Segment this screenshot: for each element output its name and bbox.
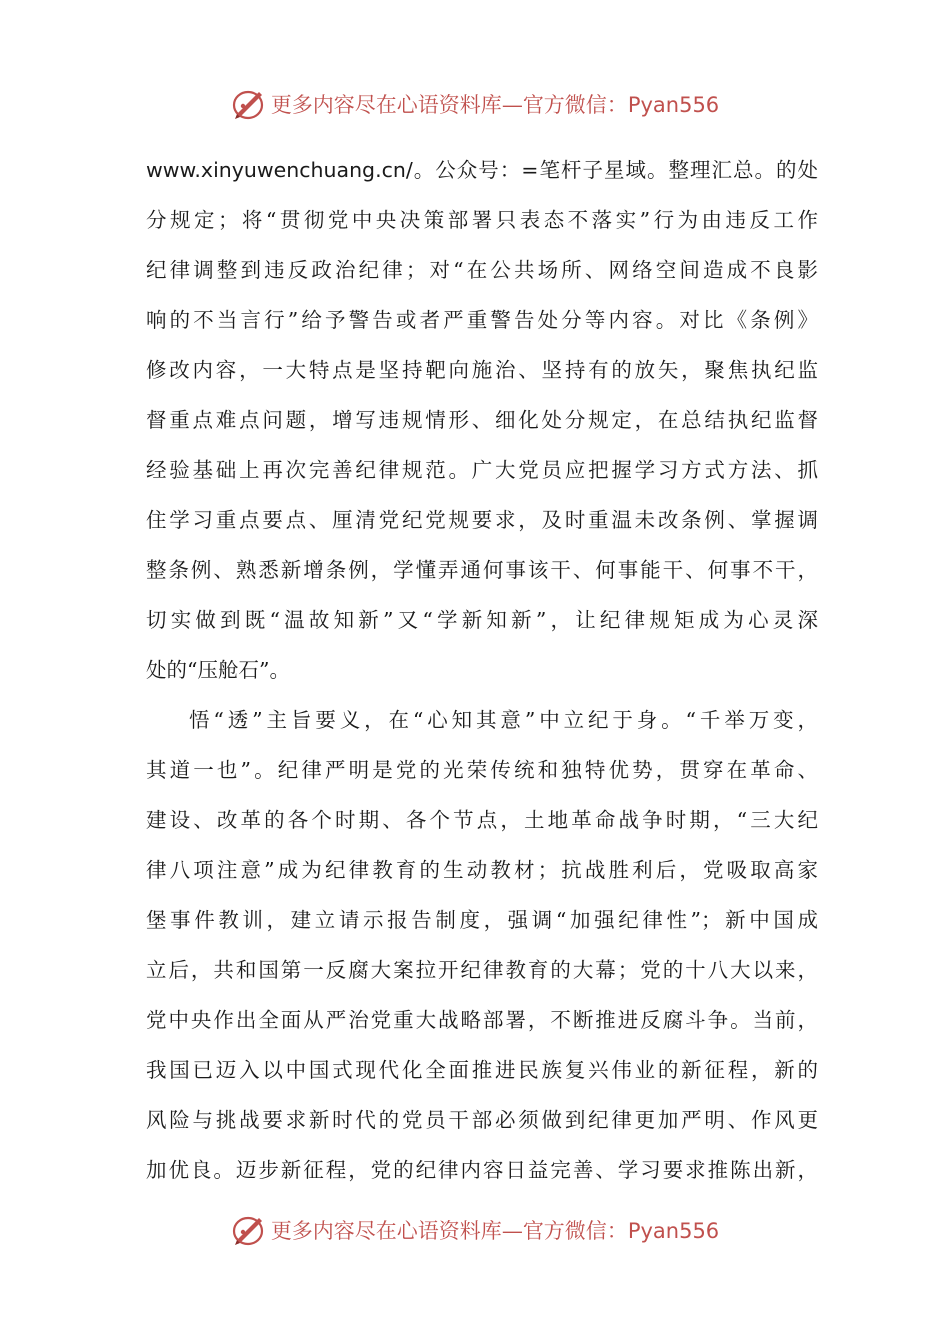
text-line: 处的“压舱石”。 xyxy=(146,658,290,682)
text-line: 纪律调整到违反政治纪律；对“在公共场所、网络空间造成不良影 xyxy=(146,258,818,282)
watermark-dash: — xyxy=(501,93,523,117)
text-line: 风险与挑战要求新时代的党员干部必须做到纪律更加严明、作风更 xyxy=(146,1108,818,1132)
text-line: 立后，共和国第一反腐大案拉开纪律教育的大幕；党的十八大以来， xyxy=(146,958,818,982)
document-body xyxy=(146,145,818,1195)
text-line: 督重点难点问题，增写违规情形、细化处分规定，在总结执纪监督 xyxy=(146,408,818,432)
watermark-wechat-id: Pyan556 xyxy=(627,1219,720,1243)
text-fragment: 。公众号：=笔杆子星域。整理汇总。的处 xyxy=(412,158,818,182)
text-line: 党中央作出全面从严治党重大战略部署，不断推进反腐斗争。当前， xyxy=(146,1008,818,1032)
text-line: 其道一也”。纪律严明是党的光荣传统和独特优势，贯穿在革命、 xyxy=(146,758,818,782)
watermark-wechat-id: Pyan556 xyxy=(627,93,720,117)
text-line: 加优良。迈步新征程，党的纪律内容日益完善、学习要求推陈出新， xyxy=(146,1158,818,1182)
text-line: 堡事件教训，建立请示报告制度，强调“加强纪律性”；新中国成 xyxy=(146,908,818,932)
text-line: 我国已迈入以中国式现代化全面推进民族复兴伟业的新征程，新的 xyxy=(146,1058,818,1082)
watermark-main: 更多内容尽在心语资料库 xyxy=(270,1219,502,1243)
text-line: 修改内容，一大特点是坚持靶向施治、坚持有的放矢，聚焦执纪监 xyxy=(146,358,818,382)
footer-watermark xyxy=(0,1210,950,1250)
text-line: 分规定；将“贯彻党中央决策部署只表态不落实”行为由违反工作 xyxy=(146,208,818,232)
watermark-official: 官方微信： xyxy=(522,1219,628,1243)
text-line: 建设、改革的各个时期、各个节点，土地革命战争时期，“三大纪 xyxy=(146,808,818,832)
text-line: 响的不当言行”给予警告或者严重警告处分等内容。对比《条例》 xyxy=(146,308,818,332)
text-line: 悟“透”主旨要义，在“心知其意”中立纪于身。“千举万变， xyxy=(189,708,818,732)
website-url: www.xinyuwenchuang.cn/ xyxy=(146,158,413,182)
watermark-official: 官方微信： xyxy=(522,93,628,117)
watermark-text xyxy=(271,1215,719,1245)
watermark-main: 更多内容尽在心语资料库 xyxy=(270,93,502,117)
text-line: 住学习重点要点、厘清党纪党规要求，及时重温未改条例、掌握调 xyxy=(146,508,818,532)
text-line xyxy=(146,145,818,195)
text-line: 切实做到既“温故知新”又“学新知新”，让纪律规矩成为心灵深 xyxy=(146,608,818,632)
pen-in-circle-icon xyxy=(231,1212,267,1248)
text-line: 整条例、熟悉新增条例，学懂弄通何事该干、何事能干、何事不干， xyxy=(146,558,818,582)
watermark-dash: — xyxy=(501,1219,523,1243)
watermark-text xyxy=(271,89,719,119)
header-watermark xyxy=(0,84,950,124)
text-line: 经验基础上再次完善纪律规范。广大党员应把握学习方式方法、抓 xyxy=(146,458,818,482)
text-line: 律八项注意”成为纪律教育的生动教材；抗战胜利后，党吸取高家 xyxy=(146,858,818,882)
pen-in-circle-icon xyxy=(231,86,267,122)
